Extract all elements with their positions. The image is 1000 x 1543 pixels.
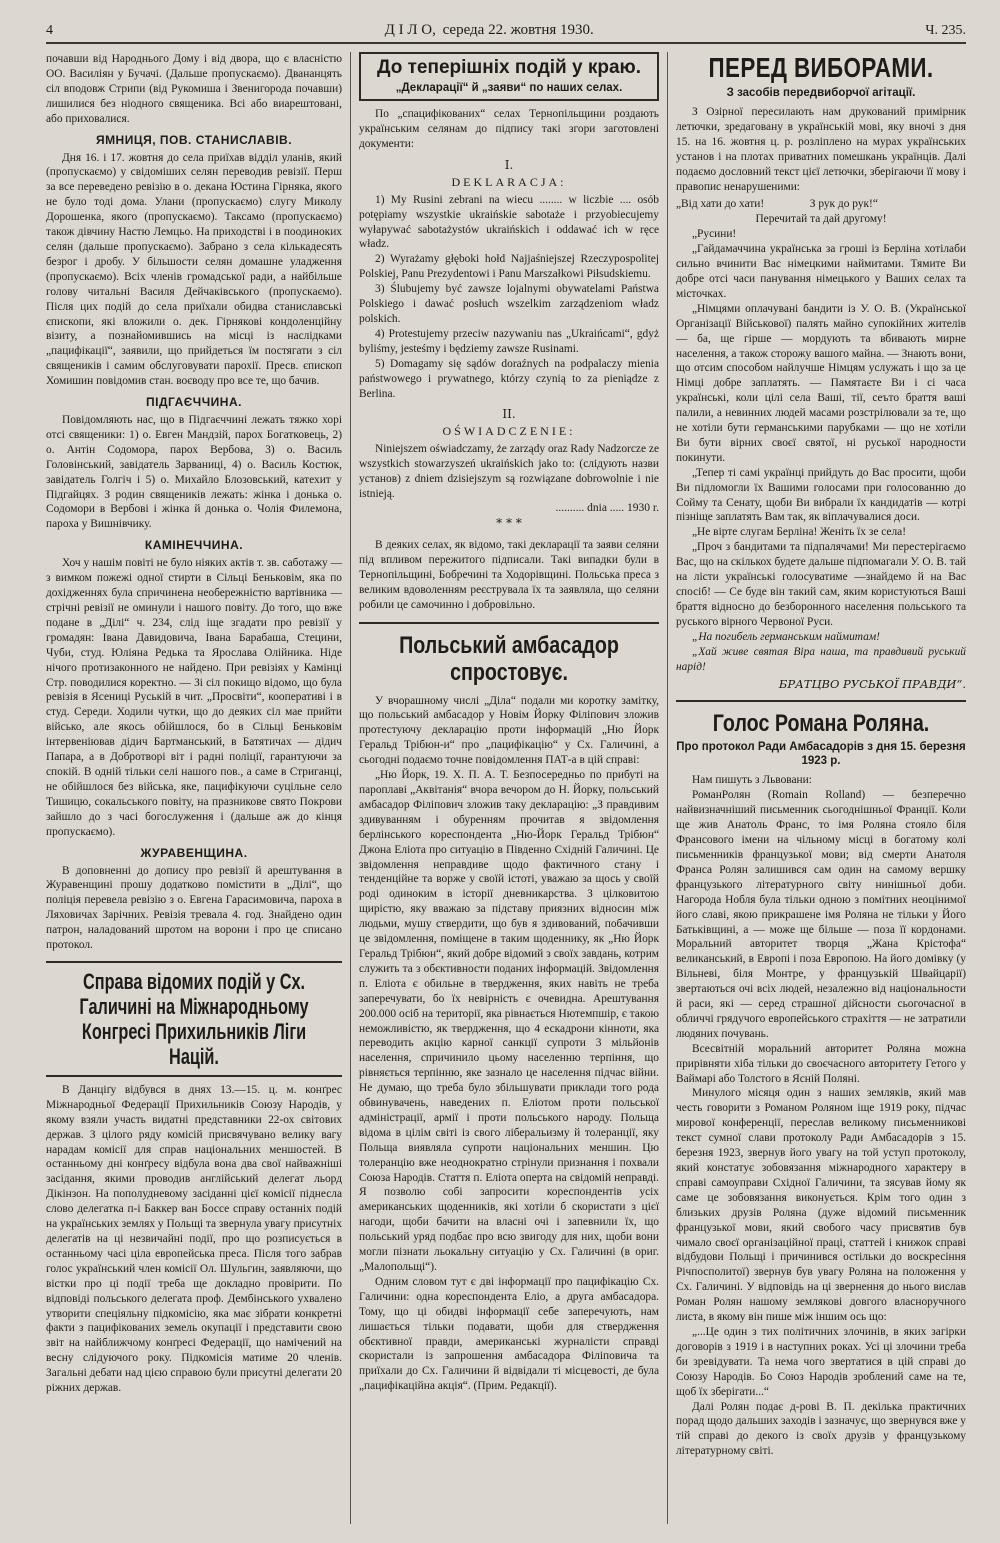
declaration-item-3: 3) Ślubujemy być zawsze lojalnymi obywatelami Państwa Polskiego i dawać posłuch wszelkim zarządzeniom władz polskich. (359, 283, 659, 325)
leaflet-line-8: „Хай живе святая Віра наша, та правдивий руський нарід! (676, 645, 966, 673)
leaflet-line-2: „Гайдамаччина українська за гроші із Берліна хотілаби сильно вчинити Вас німецкими наймитами. Тямите Ви добре отсі часи панування німецького у Ваших селах та місточках. (676, 243, 966, 300)
events-after-text: В деяких селах, як відомо, такі декларації та заяви селяни під впливом пережитого підписали. Такі випадки були в Тернопільщині, Бобречині та Ходорівщині. Польська преса з великим вдоволенням реєструвала їх та заявляла, що селяни робили це самочинно і добровільно. (359, 539, 659, 611)
issue-number: Ч. 235. (925, 23, 966, 38)
section-stars: * * * (496, 516, 522, 531)
section-text-pidhaietschyna: Повідомляють нас, що в Підгаєччині лежать тяжко хорі отсі священики: 1) о. Евген Мандзій, парох Богатковець, 2) о. Антін Содомора, парох Вербова, 3) о. Василь Головінський, завідатель Зарваниці, 4) о. Василь Костюк, завідатель Голгіч і 5) о. Михайло Блозовський, катехит у Підгайцях. З родин священиків лежать: жінка і донька о. Содомори в Вербові і жінка й донька о. Чолія Филемона, пароха у Вишнівчику. (46, 414, 342, 531)
right-divider (676, 700, 966, 702)
columns (46, 52, 966, 1524)
league-article-headline: Справа відомих подій у Сх. Галичині на Міжнародньому Конгресі Прихильників Ліги Націй. (79, 968, 309, 1069)
rolland-article-headline: Голос Романа Роляна. (712, 710, 930, 738)
page-number: 4 (46, 23, 53, 38)
elections-article-headline: ПЕРЕД ВИБОРАМИ. (708, 52, 934, 83)
ambassador-body-3: Одним словом тут є дві інформації про пацифікацію Сх. Галичини: одна кореспондента Еліо, а друга амбасадора. Тому, що ці обидві інформації себе заперечують, нам лишається тільки подавати, щоби для ствердження обєктивної правди, американські журналісти справді скористали із запрошення амбасадора Філіповича та приїхали до Сх. Галичини й відвідали ті місцевості, де була „пацифікаційна акція“. (Прим. Редакції). (359, 1275, 659, 1393)
section-text-kaminechchyna: Хоч у нашім повіті не було ніяких актів т. зв. саботажу — з вимком пожежі одної стирти в Сільці Беньковім, яка по дохідженнях була спричинена необережністю вартівника — стрічні ревізії не оминули і нашого повіту. До того, що вже подане в „Ділі“ ч. 234, слід іще згадати про ревізії у громадян: Івана Давидовича, Івана Барабаша, Стецини, Чуби, студ. Юліяна Редька та Ярослава Олійника. Ніде нічого протизаконного не найдено. При ревізіях у Камінці Стр. поводилися коректно. — Зі сіл покищо відомо, що була ревізія в Ясениці Руській в чит. „Просвіти“, кооперативі і в студ. Середи. Ходили чутки, що до деяких сіл мае прийти військо, але якось обійшлося, бо в Сільці Беньковім інтервеніював дідич Бартманський, в Батятичах — дідич Папара, а в Добротворі віт і радні поліції, гарантуючи за спокій. В одній тільки селі нашого пов., а саме в Стриганці, не обійшлося без війська, яке, пацифікуючи суцільне село Тишицю, сокальського повіту, на празникове свято Покрови зайшло до з часі богослуження і (дальше аж до кінця пропускаємо). (46, 557, 342, 838)
events-article-headline: До теперішніх подій у краю. (376, 57, 642, 78)
declaration-item-4: 4) Protestujemy przeciw nazywaniu nas „Ukraińcami“, gdyż byliśmy, jesteśmy i będziemy zawsze Rusinami. (359, 327, 659, 355)
leaflet-motto-1: „Від хати до хати! З рук до рук!“ (676, 198, 878, 211)
declaration-item-1: 1) My Rusini zebrani na wiecu ........ w liczbie .... osób potępiamy wszystkie ukraińskie sabotaże i przyobiecujemy wyłapywać sabotażystów ukraińskich i oddawać ich w ręce władz. (359, 193, 659, 251)
declaration-item-2: 2) Wyrażamy głęboki hołd Najjaśniejszej Rzeczypospolitej Polskiej, Panu Prezydentowi i Panu Marszałkowi Piłsudskiemu. (359, 253, 659, 281)
leaflet-line-5: „Не вірте слугам Берліна! Женіть їх зе села! (692, 526, 907, 539)
events-intro: По „спацифікованих“ селах Тернопільщини роздають українським селянам до підпису такі згори заготовлені документи: (359, 108, 659, 150)
statement-date-line: .......... dnia ..... 1930 r. (555, 502, 659, 515)
declaration-title: DEKLARACJA: (451, 174, 567, 189)
right-column (668, 52, 966, 1524)
events-article-deck: „Декларації“ й „заяви“ по наших селах. (395, 82, 623, 94)
rolland-body-2: РоманРолян (Romain Rolland) — безперечно найвизначніший письменник сьогоднішньої Франції. Коли ще жив Анатоль Франс, то імя Роляна стояло біля Франсового імени на чільному місці в богатому колі письменників французької мови; від смерти Анатоля Франса Ролян залишився сам один на самому вершку французького літературного світу нинішньої доби. Нагорода Нобля була тільки одною з помітних неоцінимої його славі, якою прикрашене імя Роляна не тільки у Його Батьківщині, а — може ще більше — поза її кордонами. Моральний авторитет творця „Жана Крістофа“ великанський, в Европі і поза Европою. На його домівку (у Вільневі, біля Монтре, у французькій Швайцарії) звертаються очі всіх людей, незалежно від національности й раси, які — серед страшної дійсности сьогочасної в обличчі грядучого европейського страхіття — не затратили людяних почувань. (676, 789, 966, 1040)
leaflet-signature: БРАТЦВО РУСЬКОЇ ПРАВДИ“. (778, 677, 966, 692)
leaflet-line-7: „На погибель германським наймитам! (692, 630, 880, 643)
league-article-headline-box (46, 961, 342, 1077)
rolland-body-4: Минулого місяця один з наших земляків, який мав честь говорити з Романом Роляном іще 1919 року, підчас мирової конференції, переслав великому письменникові текст сумної слави протоколу Ради Амбасадорів з 15. березня 1923, звернув його увагу на той уступ протоколу, який констатує зобовязання міжнародного характеру в справі самоуправи Східної Галичини, та зясував йому як саме це зобовязання виконується. Крім того один з близьких друзів Роляна (дуже відомий письменник французької мови, який свобого часу присвятив був чимало своєї організаційної праці, статтей і книжок справі відбудови Польщі і причинився остільки до воскресіння Річпосполитої) звернув був увагу Роляна на положення у Сх. Галичині. У відповідь на ці звернення до нього вислав Роман Ролян нашому землякові довгого власноручного листа, в якому він пише між іншим ось що: (676, 1087, 966, 1324)
statement-title: OŚWIADCZENIE: (442, 424, 576, 439)
rolland-body-6: Далі Ролян подає д-рові В. П. декілька практичних порад щодо дальших заходів і зазначує, що звернувся вже у тій справі до декого із своїх друзів у французькому літературному світі. (676, 1400, 966, 1458)
leaflet-line-1: „Русини! (692, 228, 737, 241)
declaration-item-5: 5) Domagamy się sądów doraźnych na podpalaczy mienia państwowego i prywatnego, którzy czynią to za pieniądze z Berlina. (359, 357, 659, 400)
middle-divider (359, 622, 659, 624)
events-article-headline-box (359, 52, 659, 101)
paper-name: Д І Л О, (384, 22, 436, 38)
roman-numeral-2: II. (502, 407, 516, 422)
leaflet-line-6: „Проч з бандитами та підпалячами! Ми перестерігаємо Вас, що на скількох будете дальше підпомагали У. О. В. тай на лісти українські голосуватиме —знайдемо й на Вас спосіб! — Се буде він такий сам, яким користуються Ваші браття відносно до безборонного населення польського та руського вірного Червоної Руси. (676, 541, 966, 628)
league-article-body: В Данціґу відбувся в днях 13.—15. ц. м. конґрес Міжнародньої Федерації Прихильників Союзу Народів, у якому взяли участь видатні представники 22-ох світових держав. З цілого ряду комісій присвячувано велику вагу нарадам комісії для справ національних меншостей. В останньому дні конґресу відбула вона два свої найважніші засідання, якими проводив англійський делегат льорд Дікінзон. На пополудневому засіданні цієї комісії піднесла слово делегатка п-і Баккер ван Боссе справу останніх подій на українських землях у Польщі та звернула увагу присутніх делегатів на ці незвичайні події, про що розписується в останньому часі ціла европейська преса. Після того забрав голос український член комісії Ол. Шульгин, заявляючи, що вістки про ці події треба ще докладно провірити. По відповіді польського делегата проф. Дембінського ухвалено утворити спеціяльну підкомісію, яка має зібрати конкретні факти з пацифікованих земель окупації і представити свою звіт на найближчому конґресі Федерації, що намічений на весну слідуючого року. Підкомісія матиме 20 членів. Загальні дебати над цією справою були присутні делегати 20 ріжних держав. (46, 1083, 342, 1395)
leaflet-motto-2: Перечитай та дай другому! (755, 213, 887, 226)
rolland-body-5: „...Це один з тих політичних злочинів, в яких загірки договорів з 1919 і в наступних роках. Усі ці злочини треба би зревідувати. Та нема чого звертатися в цій справі до Союзу Народів. Бо Союз Народів зроблений саме на те, щоб їх зберігати...“ (676, 1325, 966, 1398)
ambassador-article-headline: Польський амбасадор спростовує. (399, 631, 619, 686)
statement-text: Niniejszem oświadczamy, że zarządy oraz Rady Nadzorcze ze wszystkich stowarzyszeń ukraińskich jako to: (слідують назви установ) z dniem dzisiejszym są rozwiązane dobrowolnie i nie istnieją. (359, 443, 659, 501)
rolland-body-1: Нам пишуть з Львовани: (692, 774, 812, 787)
section-title-yamnytsia: ЯМНИЦЯ, ПОВ. СТАНИСЛАВІВ. (95, 132, 293, 147)
ambassador-body-1: У вчорашному числі „Діла“ подали ми коротку замітку, що польський амбасадор у Новім Йорку Філіпович зложив протестуючу декларацію проти інформацій „Ню Йорк Геральд Трібюн-и“ про „пацифікацію“ у Сх. Галичині, а сьогодні подаємо точне повідомлення ПАТ-а в цій справі: (359, 694, 659, 767)
section-title-kaminechchyna: КАМІНЕЧЧИНА. (144, 538, 244, 553)
left-intro-paragraph: почавши від Народнього Дому і від двора, що є власністю ОО. Василіян у Бучачі. (Дальше пропускаємо). Двананцять сіл вподовж Стрипи (від Рукомиша і Звенигорода почавши) лишилися без ніодного священика. Всі або виарештовані, або приховалися. (46, 53, 342, 125)
left-column (46, 52, 350, 1524)
section-text-yamnytsia: Дня 16. і 17. жовтня до села приїхав відділ уланів, який (пропускаємо) у свідоміших селян переводив ревізії. Перш за все переведено ревізію в о. декана Юстина Гірняка, якого не було тоді дома. Улани (пропускаємо) слугу Миколу Дорошенка, якого (пропускаємо). Таксамо (пропускаємо) також дівчину Настю Лемцьо. На приходстві і в поодиноких селян (дальше пропускаємо). Забрано з села кількадесять безрог і дробу. У більшости селян домашне уладження (пропускаємо). Всіх членів громадської ради, а найбільше голову читальні Василя Дейчаківського (пропускаємо). Після цих подій до села приїхали обидва станиславські єпископи, які вложили о. дек. Гірнякові кондоленційну візиту, а познайомившись на місці із наслідками „пацифікації“, заявили, що прийдеться їм постягати з сіл священиків і самим обслуговувати парохії. Пресв. єпископ Хомишин повідомив стан. воєводу про все те, що бачив. (46, 151, 342, 388)
middle-column (350, 52, 668, 1524)
elections-intro: З Озірної пересилають нам друкований примірник летючки, зредаговану в українській мові, яку вночі з дня 15. на 16. жовтня ц. р. розліплено на мурах українських установ і на плотах приватних помешкань українців. Далі подаємо дословний текст цієї летючки, зберігаючи її мову і правопис ненарушеними: (676, 106, 966, 193)
issue-date: середа 22. жовтня 1930. (442, 22, 594, 38)
roman-numeral-1: І. (504, 157, 514, 172)
masthead-title (385, 22, 594, 39)
rolland-article-deck: Про протокол Ради Амбасадорів з дня 15. березня 1923 р. (676, 741, 966, 768)
leaflet-line-3: „Німцями оплачувані бандити із У. О. В. (Української Організації Військової) палять майно супокійних жителів — ба, ще гірше — мордують та вбивають мирне населення, а також сторожу вашого майна. — Знають вони, що отсим способом найлучше Німцям услужать і що за це Німці добре заплатять. — Памятаєте Ви і сі часа українські, коли цілі села Ваші, тії, сеъто браття ваші палили, а невинних людей масами розстрілювали за те, що не хотіли бути германськими парубками — що не хотіли Ви бути вірних своєї святої, ні руської народности покинути. (676, 302, 966, 464)
section-title-zhuravenshchyna: ЖУРАВЕНЩИНА. (140, 845, 248, 860)
section-text-zhuravenshchyna: В доповненні до допису про ревізії й арештування в Журавенщині прошу додатково помістити в „Ділі“, що поліція перевела ревізію з о. Евгена Гарасимовича, пароха в Ляховичах Зарічних. Ревізія тревала 4. год. Знайдено один патрон, наладований шротом на ворони і про це списано протокол. (46, 864, 342, 952)
ambassador-body-2: „Ню Йорк, 19. Х. П. А. Т. Безпосередньо по прибуті на пароплаві „Аквітанія“ вчора вечором до Н. Йорку, польський амбасадор Філіпович зложив таку декларацію: „З правдивим здивуванням і обуренням прочитав я звідомлення берлінського кореспондента „Ню-Йорк Геральд Трібюн“ Джона Еліота про ситуацію в Південно Східній Галичині. Це звідомлення неправдиве щодо фактичного стану і тенденційне та ворже у своїй істоті, уважаю за щось у своїй роді одиноким в історії дневникарства. З цілковитою щирістю, яку вважаю за підставу приязних відносин між людьми, мушу ствердити, що був я здивований, побачивши це звідомлення, поміщене в таким щоденнику, як „Ню Йорк Геральд Трібюн“, який добре відомий з своїх завдань, котрим служить та з обєктивности поданих інформацій. Звідомлення п. Еліота є обильне в твердження, яких навіть не треба заперечувати, бо їх невірність є очевидна. Арештування 200.000 осіб на території, яка рівнається Нютемпшір, є такою неможливістю, як твердження, що 4 ескадрони кінноти, яка переводить акцію карної санкції супроти 3 мільйонів населення, спричинило цьому населенню терпіння, що рівняється терпінню, яке зазнало це населення підчас війни. Не думаю, що треба було збільшувати приклади того рода обвинувачень, наведених п. Еліотом проти польської адміністрації, армії і проти польського народу. Польща відома в цілім світі із свого ліберальизму й толеранції, яку Польща виявляла супроти національних меншин. Цю толеранцію вже неоднократно стрінули признання і похвали Союза Народів. Стаття п. Еліота оперта на свідомій неправді. Я позволю собі запросити кореспондентів усіх американських щоденників, які хотіли б скористати з цієї нагоди, щоби бачити на власні очі і запевнили їх, що польський уряд подбає про всю звигоду для них, щоби вони могли пізнати льокальну ситуацію у Сх. Галичині (в ориг. „Малопольщі“). (359, 769, 659, 1273)
leaflet-line-4: „Тепер ті самі українці прийдуть до Вас просити, щоби Ви підломогли їх Вашими голосами при голосованню до Сойму та Сенату, щоби Ви вибрали їх кандидатів — котрі пізніще заплатять Вам так, як віплачувалися доси. (676, 466, 966, 524)
elections-article-deck: З засобів передвиборчої агітації. (726, 87, 916, 99)
masthead (46, 22, 966, 44)
rolland-body-3: Всесвітній моральний авторитет Роляна можна прирівняти хіба тільки до своєчасного авторитету Гетого у Ваймарі або Толстого в Ясній Поляні. (676, 1042, 966, 1085)
section-title-pidhaietschyna: ПІДГАЄЧЧИНА. (146, 395, 242, 410)
